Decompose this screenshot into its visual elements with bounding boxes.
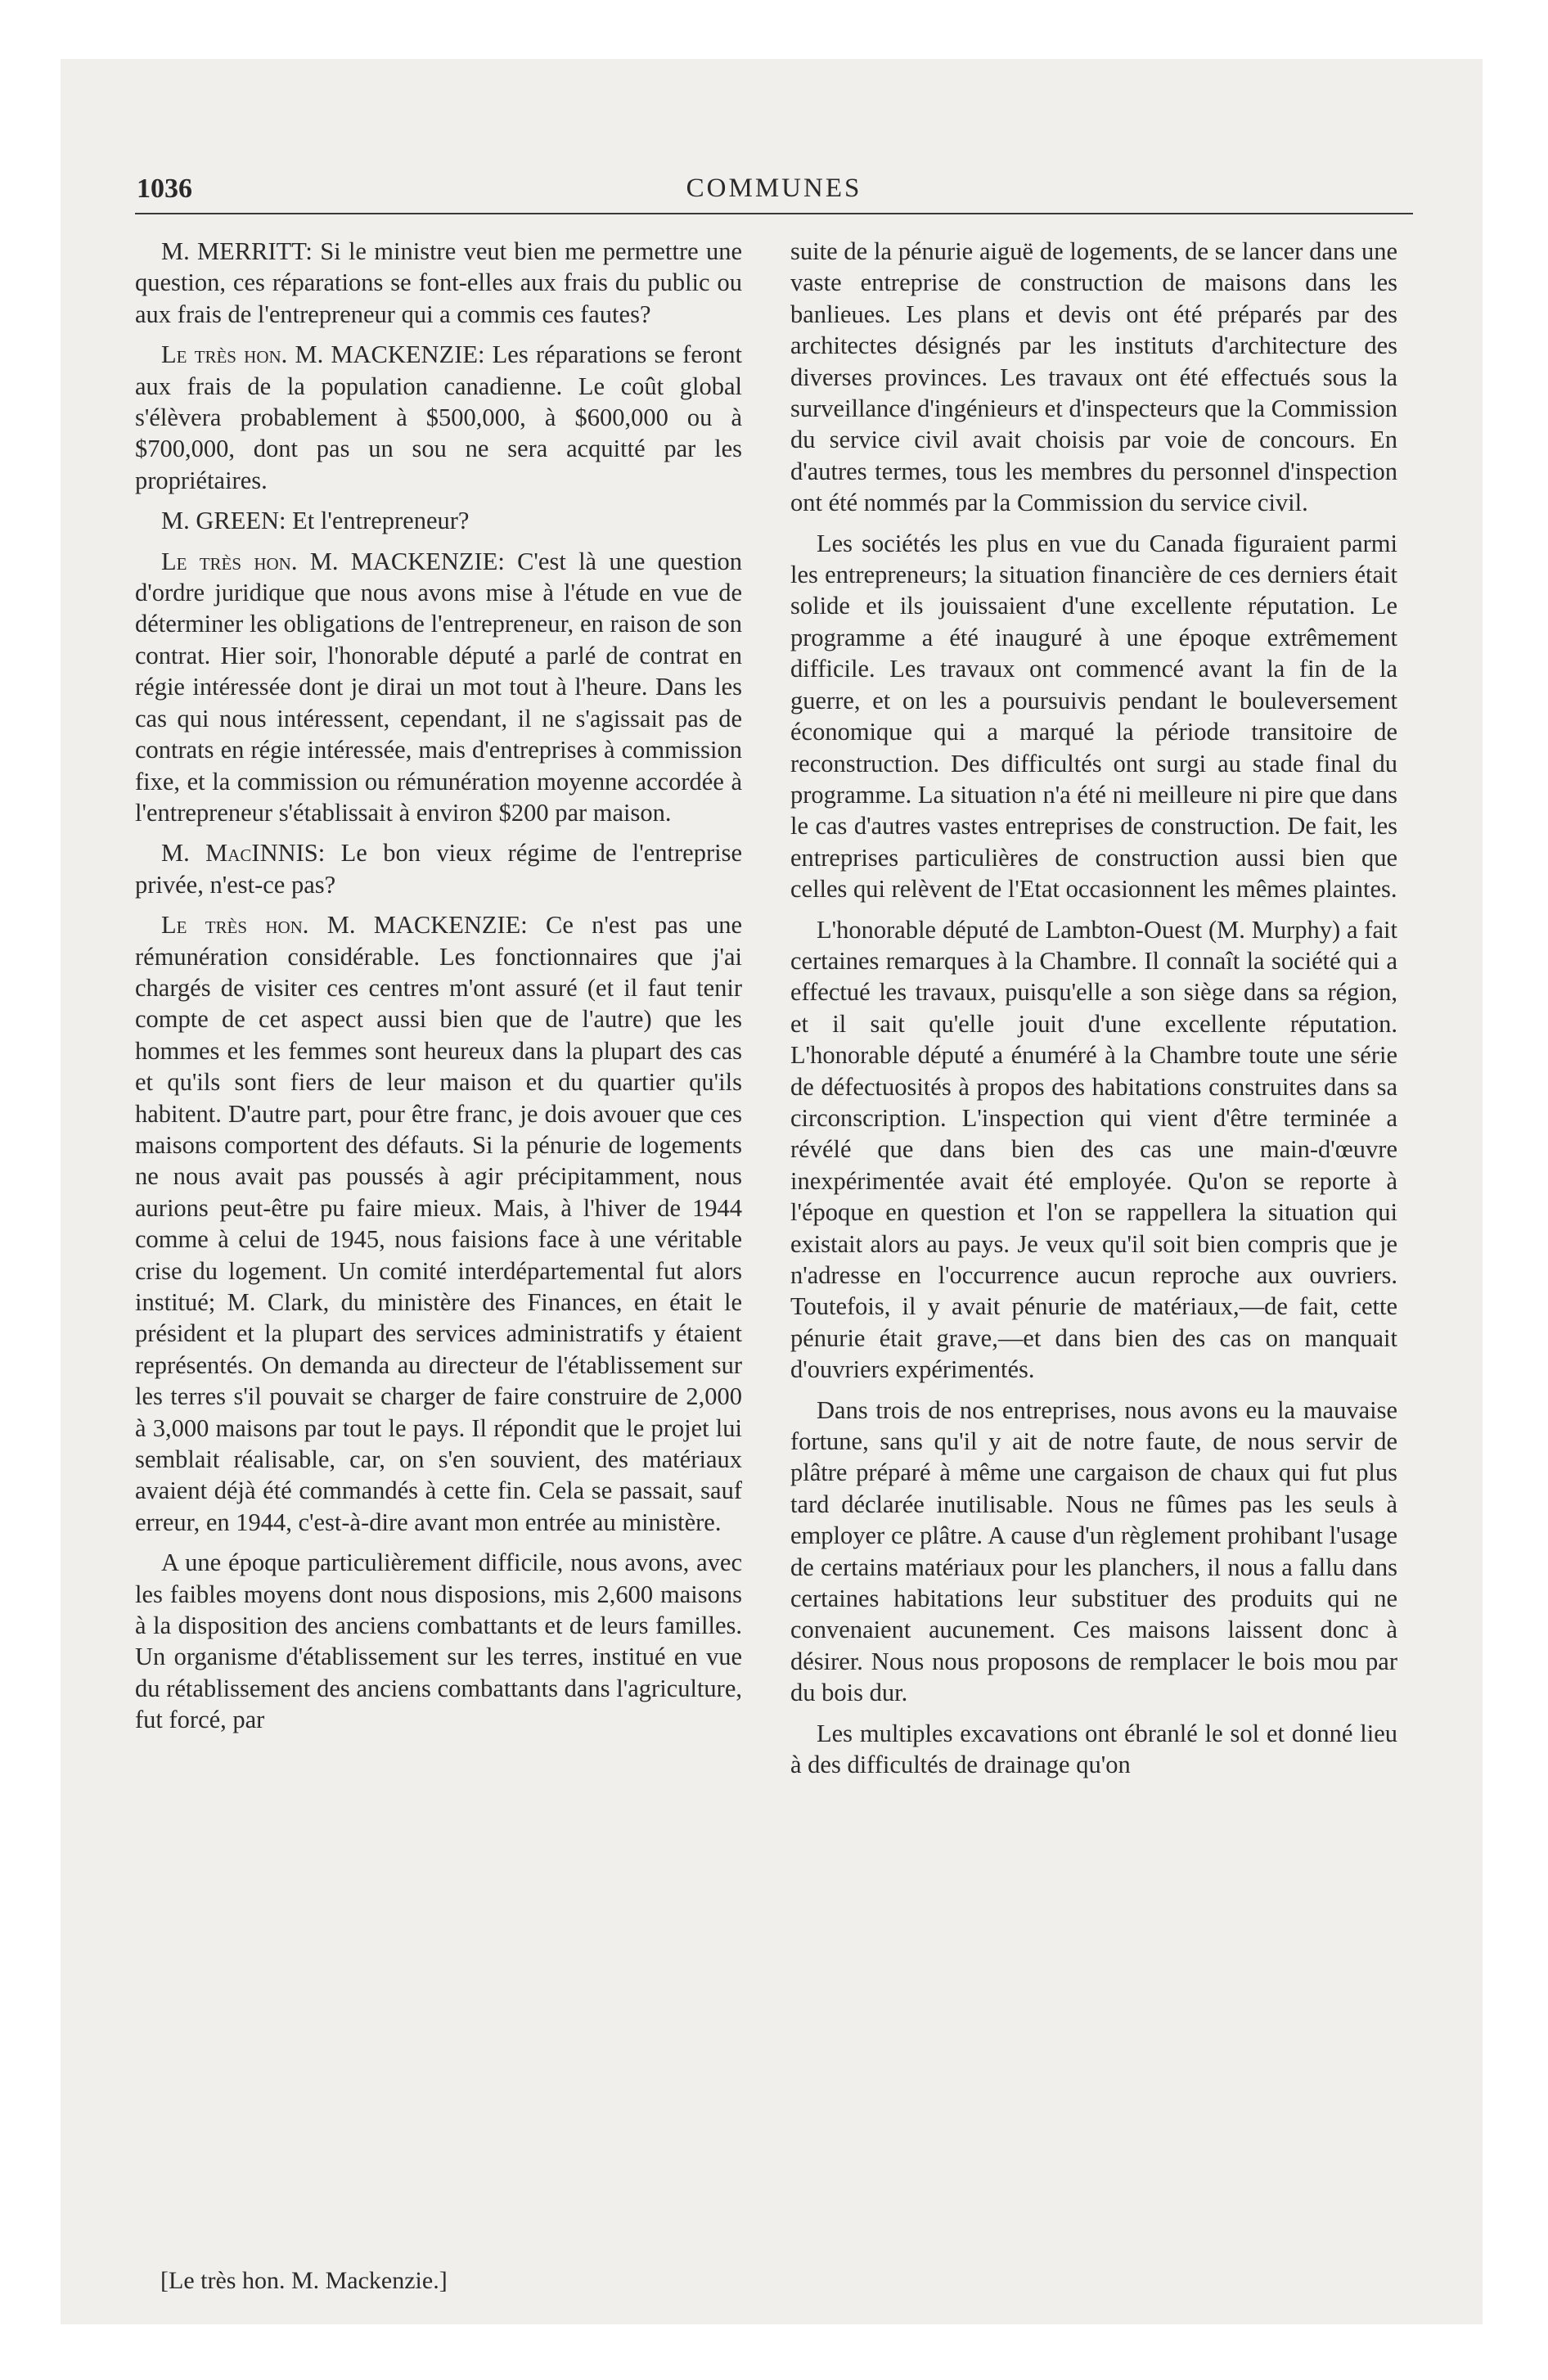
running-head: COMMUNES	[686, 174, 862, 203]
paragraph	[135, 546, 742, 829]
paragraph-text: Et l'entrepreneur?	[292, 507, 470, 535]
speaker-name: M. GREEN:	[161, 507, 286, 535]
paragraph-text: Si le ministre veut bien me permettre une question, ces réparations se font-elles aux frais du public ou aux frais de l'entrepreneur qui a commis ces fautes?	[135, 237, 743, 328]
paragraph: Dans trois de nos entreprises, nous avons eu la mauvaise fortune, sans qu'il y ait de notre faute, de nous servir de plâtre préparé à même une cargaison de chaux qui fut plus tard déclarée inutilisable. Nous ne fûmes pas les seuls à employer ce plâtre. A cause d'un règlement prohibant l'usage de certains matériaux pour les planchers, il nous a fallu dans certaines habitations leur substituer des produits qui ne convenaient aucunement. Ces maisons laissent donc à désirer. Nous nous proposons de remplacer le bois mou par du bois dur.	[790, 1395, 1397, 1707]
paragraph-text: Ce n'est pas une rémunération considérable. Les fonctionnaires que j'ai chargés de visiter ces centres m'ont assuré (et il faut tenir compte de cet aspect aussi bien que de l'autre) que les hommes et les femmes sont heureux dans la plupart des cas et qu'ils sont fiers de leur maison et du quartier qu'ils habitent. D'autre part, pour être franc, je dois avouer que ces maisons comportent des défauts. Si la pénurie de logements ne nous avait pas poussés à agir précipitamment, nous aurions peut-être pu faire mieux. Mais, à l'hiver de 1944 comme à celui de 1945, nous faisions face à une véritable crise du logement. Un comité interdépartemental fut alors institué; M. Clark, du ministère des Finances, en était le président et la plupart des services administratifs y étaient représentés. On demanda au directeur de l'établissement sur les terres s'il pouvait se charger de faire construire de 2,000 à 3,000 maisons par tout le pays. Il répondit que le projet lui semblait réalisable, car, on s'en souvient, des matériaux avaient déjà été commandés à cette fin. Cela se passait, sauf erreur, en 1944, c'est-à-dire avant mon entrée au ministère.	[135, 911, 743, 1536]
right-column	[790, 236, 1397, 1790]
paragraph-text: Les réparations se feront aux frais de la population canadienne. Le coût global s'élèvera probablement à $500,000, à $600,000 ou à $700,000, dont pas un sou ne sera acquitté par les propriétaires.	[135, 340, 742, 494]
paragraph	[135, 837, 742, 900]
speaker-name: Le très hon. M. MACKENZIE:	[161, 340, 485, 369]
paragraph	[135, 339, 742, 496]
speaker-name: Le très hon. M. MACKENZIE:	[161, 911, 528, 940]
paragraph	[135, 1547, 742, 1735]
paragraph	[135, 505, 742, 536]
paragraph: Les multiples excavations ont ébranlé le sol et donné lieu à des difficultés de drainage qu'on	[790, 1719, 1397, 1779]
page-number: 1036	[137, 174, 192, 204]
speaker-name: Le très hon. M. MACKENZIE:	[161, 547, 505, 575]
paragraph: suite de la pénurie aiguë de logements, de se lancer dans une vaste entreprise de construction de maisons dans les banlieues. Les plans et devis ont été préparés par des architectes désignés par les instituts d'architecture des diverses provinces. Les travaux ont été effectués sous la surveillance d'ingénieurs et d'inspecteurs que la Commission du service civil avait choisis par voie de concours. En d'autres termes, tous les membres du personnel d'inspection ont été nommés par la Commission du service civil.	[790, 237, 1397, 517]
paragraph	[135, 236, 742, 330]
paragraph-text: C'est là une question d'ordre juridique que nous avons mise à l'étude en vue de déterminer les obligations de l'entrepreneur, en raison de son contrat. Hier soir, l'honorable député a parlé de contrat en régie intéressée dont je dirai un mot tout à l'heure. Dans les cas qui nous intéressent, cependant, il ne s'agissait pas de contrats en régie intéressée, mais d'entreprises à commission fixe, et la commission ou rémunération moyenne accordée à l'entrepreneur s'établissait à environ $200 par maison.	[135, 547, 743, 827]
paragraph: L'honorable député de Lambton-Ouest (M. Murphy) a fait certaines remarques à la Chambre. Il connaît la société qui a effectué les travaux, puisqu'elle a son siège dans sa région, et il sait qu'elle jouit d'une excellente réputation. L'honorable député a énuméré à la Chambre toute une série de défectuosités à propos des habitations construites dans sa circonscription. L'inspection qui vient d'être terminée a révélé que dans bien des cas une main-d'œuvre inexpérimentée avait été employée. Qu'on se reporte à l'époque en question et l'on se rappellera la situation qui existait alors au pays. Je veux qu'il soit bien compris que je n'adresse en l'occurrence aucun reproche aux ouvriers. Toutefois, il y avait pénurie de matériaux,—de fait, cette pénurie était grave,—et dans bien des cas on manquait d'ouvriers expérimentés.	[790, 915, 1397, 1384]
paragraph	[135, 909, 742, 1538]
page-header	[135, 174, 1413, 214]
paragraph-text: A une époque particulièrement difficile, nous avons, avec les faibles moyens dont nous disposions, mis 2,600 maisons à la disposition des anciens combattants et de leurs familles. Un organisme d'établissement sur les terres, institué en vue du rétablissement des anciens combattants dans l'agriculture, fut forcé, par	[135, 1548, 742, 1734]
speaker-name: M. MacINNIS:	[161, 839, 326, 868]
paragraph-text: Le bon vieux régime de l'entreprise privée, n'est-ce pas?	[135, 839, 743, 899]
paragraph: Les sociétés les plus en vue du Canada figuraient parmi les entrepreneurs; la situation financière de ces derniers était solide et ils jouissaient d'une excellente réputation. Le programme a été inauguré à une époque extrêmement difficile. Les travaux ont commencé avant la fin de la guerre, et on les a poursuivis pendant le bouleversement économique qui a marqué la période transitoire de reconstruction. Des difficultés ont surgi au stade final du programme. La situation n'a été ni meilleure ni pire que dans le cas d'autres vastes entreprises de construction. De fait, les entreprises particulières de construction aussi bien que celles qui relèvent de l'Etat occasionnent les mêmes plaintes.	[790, 529, 1397, 904]
speaker-name: M. MERRITT:	[161, 237, 313, 265]
speaker-footer: [Le très hon. M. Mackenzie.]	[160, 2267, 448, 2294]
left-column	[135, 236, 742, 1745]
